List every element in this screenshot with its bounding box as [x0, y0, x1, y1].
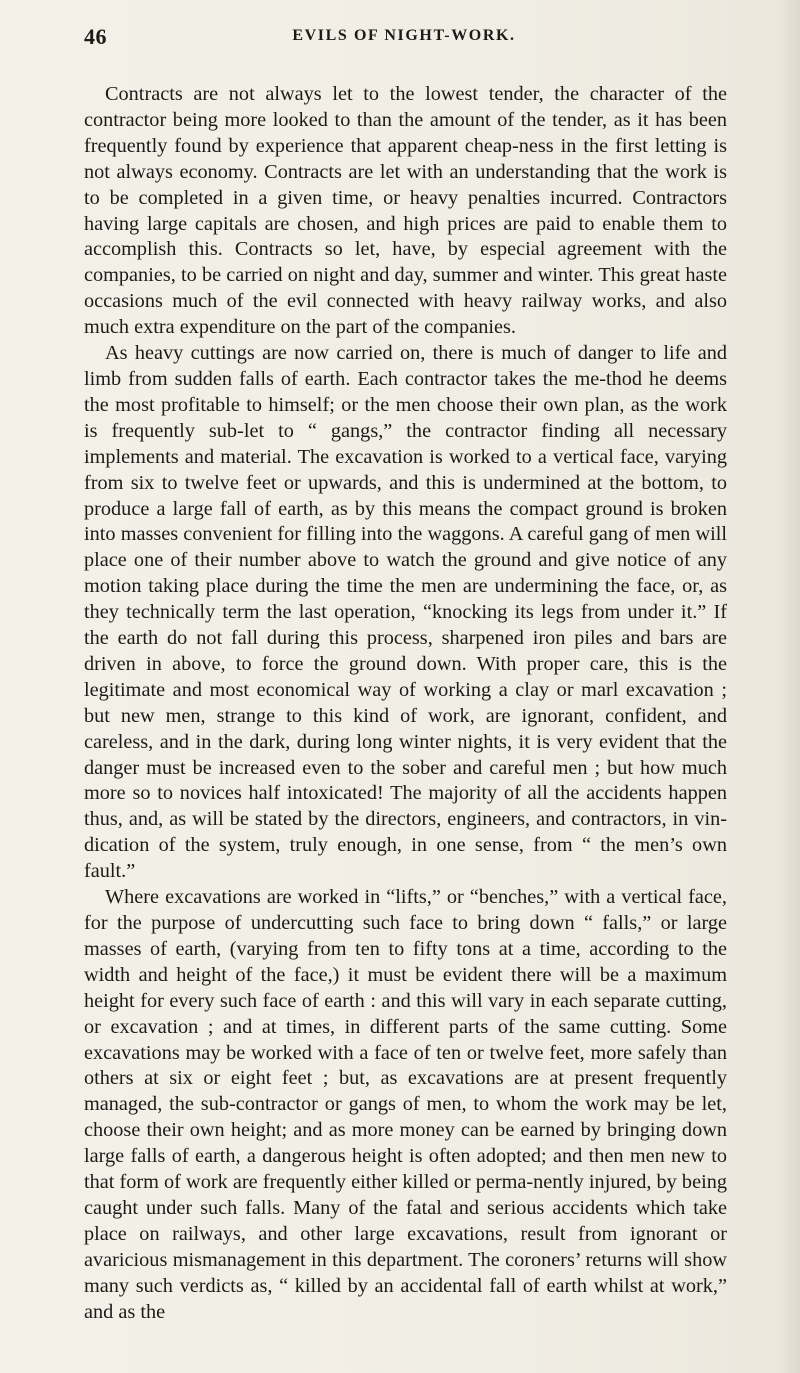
page-number: 46 [84, 24, 107, 49]
paragraph-excavations: Where excavations are worked in “lifts,” or “benches,” with a vertical face, for the purpose of undercutting such face to bring down “ falls,” or large masses of earth, (varying from ten to fifty tons at a time, according to the width and height of the face,) it must be evident there will be a maximum height for every such face of earth : and this will vary in each separate cutting, or excavation ; and at times, in different parts of the same cutting. Some excavations may be worked with a face of ten or twelve feet, more safely than others at six or eight feet ; but, as excavations are at present frequently managed, the sub-contractor or gangs of men, to whom the work may be let, choose their own height; and as more money can be earned by bringing down large falls of earth, a dangerous height is often adopted; and then men new to that form of work are frequently either killed or perma-nently injured, by being caught under such falls. Many of the fatal and serious accidents which take place on railways, and other large excavations, result from ignorant or avaricious mismanagement in this department. The coroners’ returns will show many such verdicts as, “ killed by an accidental fall of earth whilst at work,” and as the [84, 886, 727, 1323]
running-title: EVILS OF NIGHT-WORK. [292, 27, 516, 44]
running-head [84, 24, 724, 54]
body-text [84, 82, 727, 1326]
paragraph-heavy-cuttings: As heavy cuttings are now carried on, there is much of danger to life and limb from sudden falls of earth. Each contractor takes the me-thod he deems the most profitable to himself; or the men choose their own plan, as the work is frequently sub-let to “ gangs,” the contractor finding all necessary implements and material. The excavation is worked to a vertical face, varying from six to twelve feet or upwards, and this is undermined at the bottom, to produce a large fall of earth, as by this means the compact ground is broken into masses convenient for filling into the waggons. A careful gang of men will place one of their number above to watch the ground and give notice of any motion taking place during the time the men are undermining the face, or, as they technically term the last operation, “knocking its legs from under it.” If the earth do not fall during this process, sharpened iron piles and bars are driven in above, to force the ground down. With proper care, this is the legitimate and most economical way of working a clay or marl excavation ; but new men, strange to this kind of work, are ignorant, confident, and careless, and in the dark, during long winter nights, it is very evident that the danger must be increased even to the sober and careful men ; but how much more so to novices half intoxicated! The majority of all the accidents happen thus, and, as will be stated by the directors, engineers, and contractors, in vin-dication of the system, truly enough, in one sense, from “ the men’s own fault.” [84, 342, 727, 883]
page-edge-shadow [778, 0, 800, 1373]
paragraph-contracts: Contracts are not always let to the lowest tender, the character of the contractor being more looked to than the amount of the tender, as it has been frequently found by experience that apparent cheap-ness in the first letting is not always economy. Contracts are let with an understanding that the work is to be completed in a given time, or heavy penalties incurred. Contractors having large capitals are chosen, and high prices are paid to enable them to accomplish this. Contracts so let, have, by especial agreement with the companies, to be carried on night and day, summer and winter. This great haste occasions much of the evil connected with heavy railway works, and also much extra expenditure on the part of the companies. [84, 83, 727, 339]
